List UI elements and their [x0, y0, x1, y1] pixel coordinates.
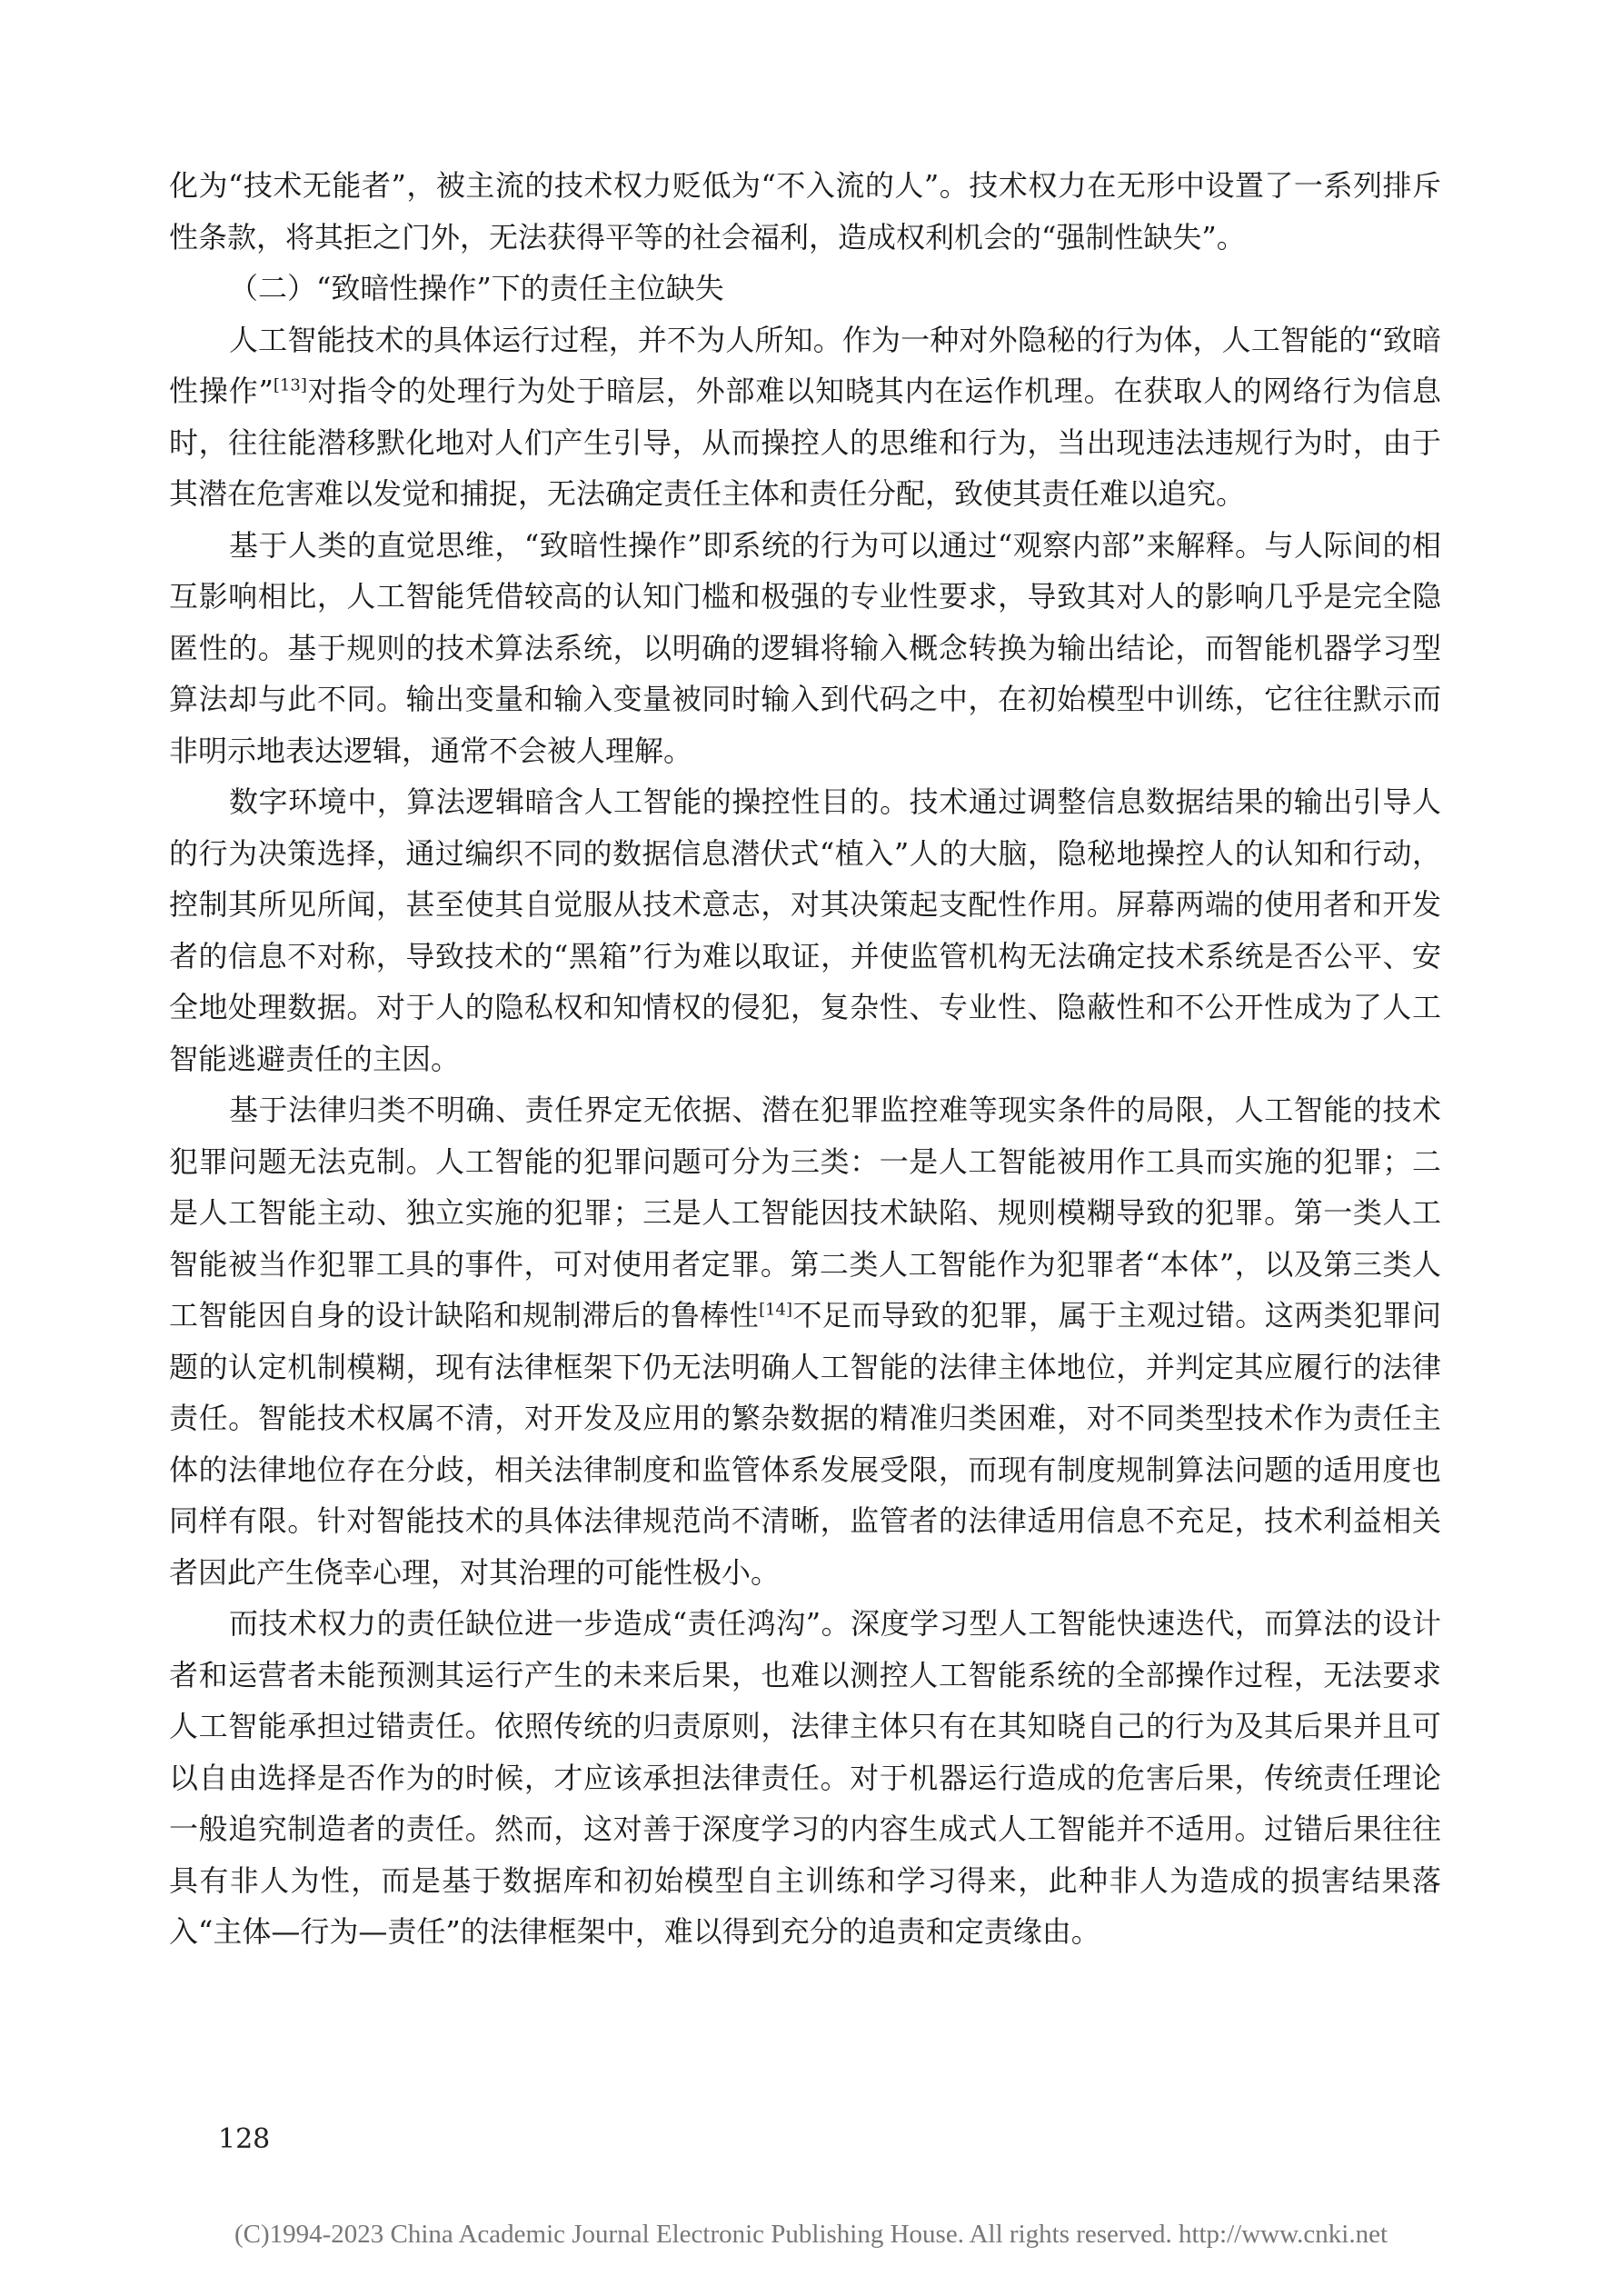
- paragraph: [169, 1084, 1441, 1598]
- paragraph-text: 人工智能技术的具体运行过程，并不为人所知。作为一种对外隐秘的行为体，人工智能的“致暗性操作”: [169, 322, 1441, 408]
- article-body: [169, 160, 1441, 1958]
- paragraph: [169, 776, 1441, 1084]
- paragraph: [169, 1598, 1441, 1958]
- paragraph-text: 数字环境中，算法逻辑暗含人工智能的操控性目的。技术通过调整信息数据结果的输出引导人的行为决策选择，通过编织不同的数据信息潜伏式“植入”人的大脑，隐秘地操控人的认知和行动，控制其所见所闻，甚至使其自觉服从技术意志，对其决策起支配性作用。屏幕两端的使用者和开发者的信息不对称，导致技术的“黑箱”行为难以取证，并使监管机构无法确定技术系统是否公平、安全地处理数据。对于人的隐私权和知情权的侵犯，复杂性、专业性、隐蔽性和不公开性成为了人工智能逃避责任的主因。: [169, 784, 1441, 1076]
- paragraph-text: 不足而导致的犯罪，属于主观过错。这两类犯罪问题的认定机制模糊，现有法律框架下仍无法明确人工智能的法律主体地位，并判定其应履行的法律责任。智能技术权属不清，对开发及应用的繁杂数据的精准归类困难，对不同类型技术作为责任主体的法律地位存在分歧，相关法律制度和监管体系发展受限，而现有制度规制算法问题的适用度也同样有限。针对智能技术的具体法律规范尚不清晰，监管者的法律适用信息不充足，技术利益相关者因此产生侥幸心理，对其治理的可能性极小。: [169, 1298, 1441, 1590]
- paragraph: [169, 160, 1441, 263]
- paragraph-text: 基于法律归类不明确、责任界定无依据、潜在犯罪监控难等现实条件的局限，人工智能的技术犯罪问题无法克制。人工智能的犯罪问题可分为三类：一是人工智能被用作工具而实施的犯罪；二是人工智能主动、独立实施的犯罪；三是人工智能因技术缺陷、规则模糊导致的犯罪。第一类人工智能被当作犯罪工具的事件，可对使用者定罪。第二类人工智能作为犯罪者“本体”，以及第三类人工智能因自身的设计缺陷和规制滞后的鲁棒性: [169, 1093, 1441, 1333]
- citation-marker: [13]: [273, 375, 307, 395]
- paragraph-text: （二）“致暗性操作”下的责任主位缺失: [229, 271, 724, 305]
- paragraph: [169, 520, 1441, 777]
- page-number: 128: [218, 2123, 271, 2155]
- paragraph-text: 而技术权力的责任缺位进一步造成“责任鸿沟”。深度学习型人工智能快速迭代，而算法的设计者和运营者未能预测其运行产生的未来后果，也难以测控人工智能系统的全部操作过程，无法要求人工智能承担过错责任。依照传统的归责原则，法律主体只有在其知晓自己的行为及其后果并且可以自由选择是否作为的时候，才应该承担法律责任。对于机器运行造成的危害后果，传统责任理论一般追究制造者的责任。然而，这对善于深度学习的内容生成式人工智能并不适用。过错后果往往具有非人为性，而是基于数据库和初始模型自主训练和学习得来，此种非人为造成的损害结果落入“主体—行为—责任”的法律框架中，难以得到充分的追责和定责缘由。: [169, 1606, 1441, 1949]
- paragraph-text: 化为“技术无能者”，被主流的技术权力贬低为“不入流的人”。技术权力在无形中设置了一系列排斥性条款，将其拒之门外，无法获得平等的社会福利，造成权利机会的“强制性缺失”。: [169, 168, 1441, 255]
- copyright-footer: (C)1994-2023 China Academic Journal Electronic Publishing House. All rights reserved. http://www.cnki.net: [234, 2220, 1388, 2249]
- paragraph: [169, 314, 1441, 520]
- section-heading: [169, 263, 1441, 314]
- paragraph-text: 对指令的处理行为处于暗层，外部难以知晓其内在运作机理。在获取人的网络行为信息时，往往能潜移默化地对人们产生引导，从而操控人的思维和行为，当出现违法违规行为时，由于其潜在危害难以发觉和捕捉，无法确定责任主体和责任分配，致使其责任难以追究。: [169, 374, 1441, 511]
- paragraph-text: 基于人类的直觉思维，“致暗性操作”即系统的行为可以通过“观察内部”来解释。与人际间的相互影响相比，人工智能凭借较高的认知门槛和极强的专业性要求，导致其对人的影响几乎是完全隐匿性的。基于规则的技术算法系统，以明确的逻辑将输入概念转换为输出结论，而智能机器学习型算法却与此不同。输出变量和输入变量被同时输入到代码之中，在初始模型中训练，它往往默示而非明示地表达逻辑，通常不会被人理解。: [169, 527, 1441, 768]
- citation-marker: [14]: [759, 1300, 793, 1320]
